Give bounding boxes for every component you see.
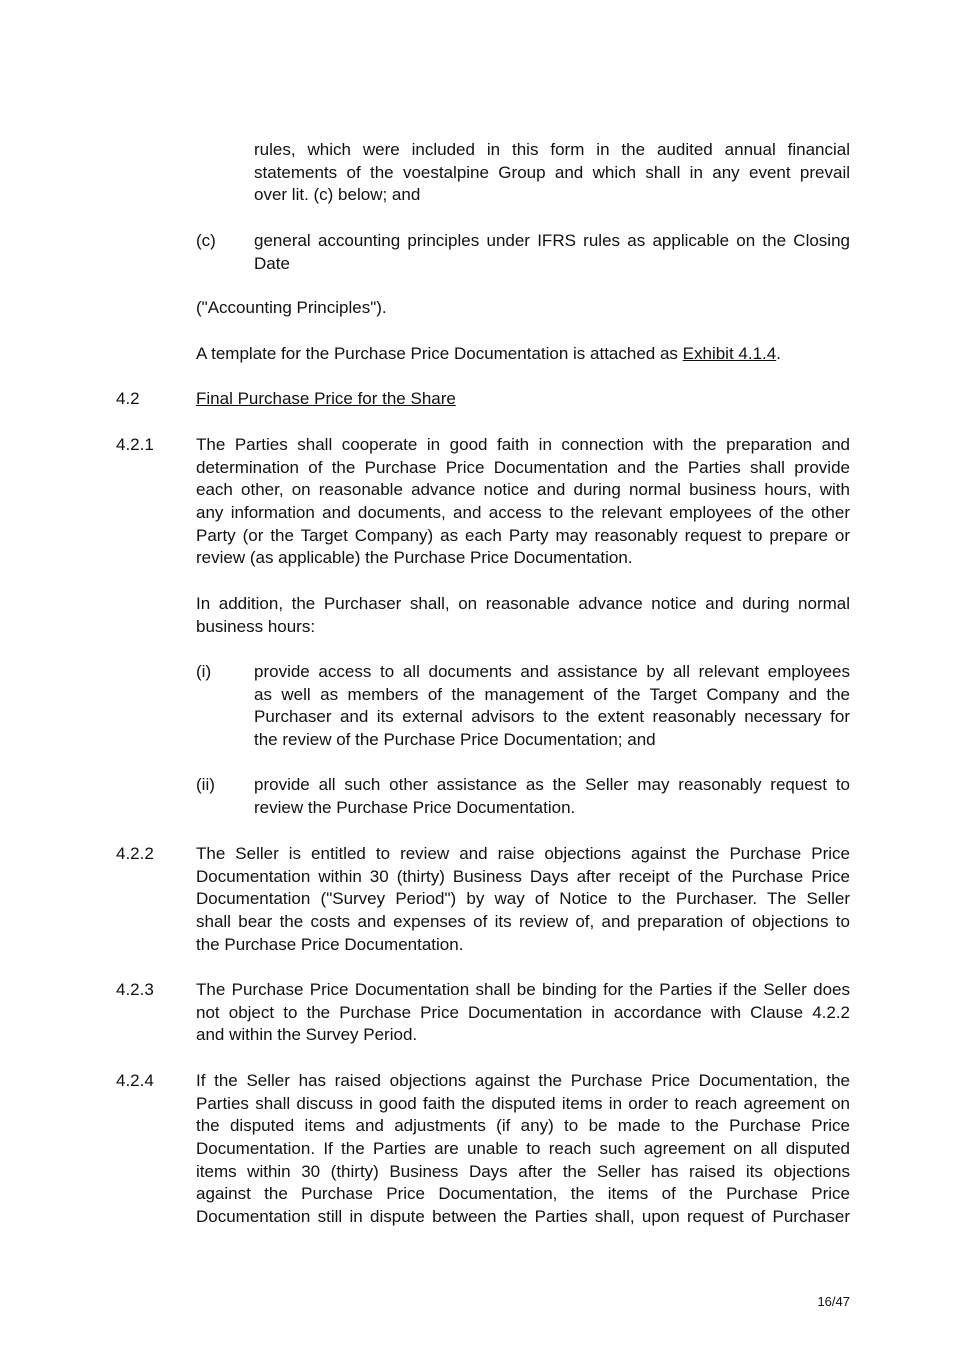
text-line: Purchaser and its external advisors to the extent reasonably necessary for — [254, 707, 850, 727]
text-line: any information and documents, and access to the relevant employees of the other — [196, 503, 850, 523]
text-line: Parties shall discuss in good faith the disputed items in order to reach agreement on — [196, 1093, 850, 1113]
text-line: not object to the Purchase Price Documentation in accordance with Clause 4.2.2 — [196, 1002, 850, 1022]
text-line: the Purchase Price Documentation. — [196, 934, 464, 954]
text-line: In addition, the Purchaser shall, on reasonable advance notice and during normal — [196, 594, 850, 613]
text-line: and within the Survey Period. — [196, 1025, 418, 1045]
clause-number: 4.2.3 — [116, 980, 154, 999]
clause-number: 4.2.4 — [116, 1071, 154, 1090]
paragraph — [196, 1070, 850, 1229]
text-line: shall bear the costs and expenses of its review of, and preparation of objections to — [196, 912, 850, 932]
clause-number: (ii) — [196, 775, 215, 794]
text-line: ("Accounting Principles"). — [196, 298, 387, 317]
clause-number: (i) — [196, 662, 212, 681]
text-line: Party (or the Target Company) as each Party may reasonably request to prepare or — [196, 525, 850, 545]
section-title: Final Purchase Price for the Share — [196, 389, 456, 408]
text-line: provide all such other assistance as the Seller may reasonably request to — [254, 775, 850, 794]
text-line: items within 30 (thirty) Business Days after the Seller has raised its objections — [196, 1161, 850, 1181]
exhibit-link[interactable]: Exhibit 4.1.4 — [682, 344, 777, 363]
clause-number: 4.2.1 — [116, 435, 154, 454]
paragraph — [196, 979, 850, 1047]
text-line: over lit. (c) below; and — [254, 185, 421, 205]
section-number: 4.2 — [116, 389, 140, 408]
text-line: Documentation. If the Parties are unable to reach such agreement on all disputed — [196, 1139, 850, 1159]
text-line: Documentation still in dispute between the Parties shall, upon request of Purchaser — [196, 1207, 850, 1227]
template-text: A template for the Purchase Price Documentation is attached as — [196, 344, 683, 363]
paragraph — [254, 661, 850, 752]
text-line: Date — [254, 253, 290, 273]
paragraph — [254, 139, 850, 207]
paragraph — [196, 434, 850, 570]
text-line: review the Purchase Price Documentation. — [254, 797, 576, 817]
clause-number: 4.2.2 — [116, 844, 154, 863]
text-line: If the Seller has raised objections against the Purchase Price Documentation, the — [196, 1071, 850, 1090]
paragraph — [196, 843, 850, 956]
template-end: . — [776, 344, 781, 363]
text-line: The Seller is entitled to review and raise objections against the Purchase Price — [196, 844, 850, 863]
text-line: The Purchase Price Documentation shall be binding for the Parties if the Seller does — [196, 980, 850, 999]
page-number: 16/47 — [817, 1294, 850, 1309]
text-line: the disputed items and adjustments (if any) to be made to the Purchase Price — [196, 1116, 850, 1136]
text-line: statements of the voestalpine Group and which shall in any event prevail — [254, 162, 850, 182]
text-line: provide access to all documents and assistance by all relevant employees — [254, 662, 850, 681]
text-line: rules, which were included in this form in the audited annual financial — [254, 140, 850, 159]
text-line: Documentation ("Survey Period") by way of Notice to the Purchaser. The Seller — [196, 889, 850, 909]
text-line: The Parties shall cooperate in good faith in connection with the preparation and — [196, 435, 850, 454]
paragraph — [254, 774, 850, 819]
text-line: against the Purchase Price Documentation, the items of the Purchase Price — [196, 1184, 850, 1204]
text-line: business hours: — [196, 616, 316, 636]
text-line: each other, on reasonable advance notice and during normal business hours, with — [196, 480, 850, 500]
paragraph — [196, 593, 850, 638]
template-sentence — [196, 343, 781, 366]
clause-number: (c) — [196, 231, 216, 250]
text-line: determination of the Purchase Price Documentation and the Parties shall provide — [196, 457, 850, 477]
text-line: general accounting principles under IFRS rules as applicable on the Closing — [254, 231, 850, 250]
text-line: review (as applicable) the Purchase Price Documentation. — [196, 548, 633, 568]
paragraph — [196, 297, 850, 320]
text-line: the review of the Purchase Price Documentation; and — [254, 730, 656, 750]
text-line: Documentation within 30 (thirty) Business Days after receipt of the Purchase Price — [196, 866, 850, 886]
text-line: as well as members of the management of the Target Company and the — [254, 684, 850, 704]
paragraph — [254, 230, 850, 275]
